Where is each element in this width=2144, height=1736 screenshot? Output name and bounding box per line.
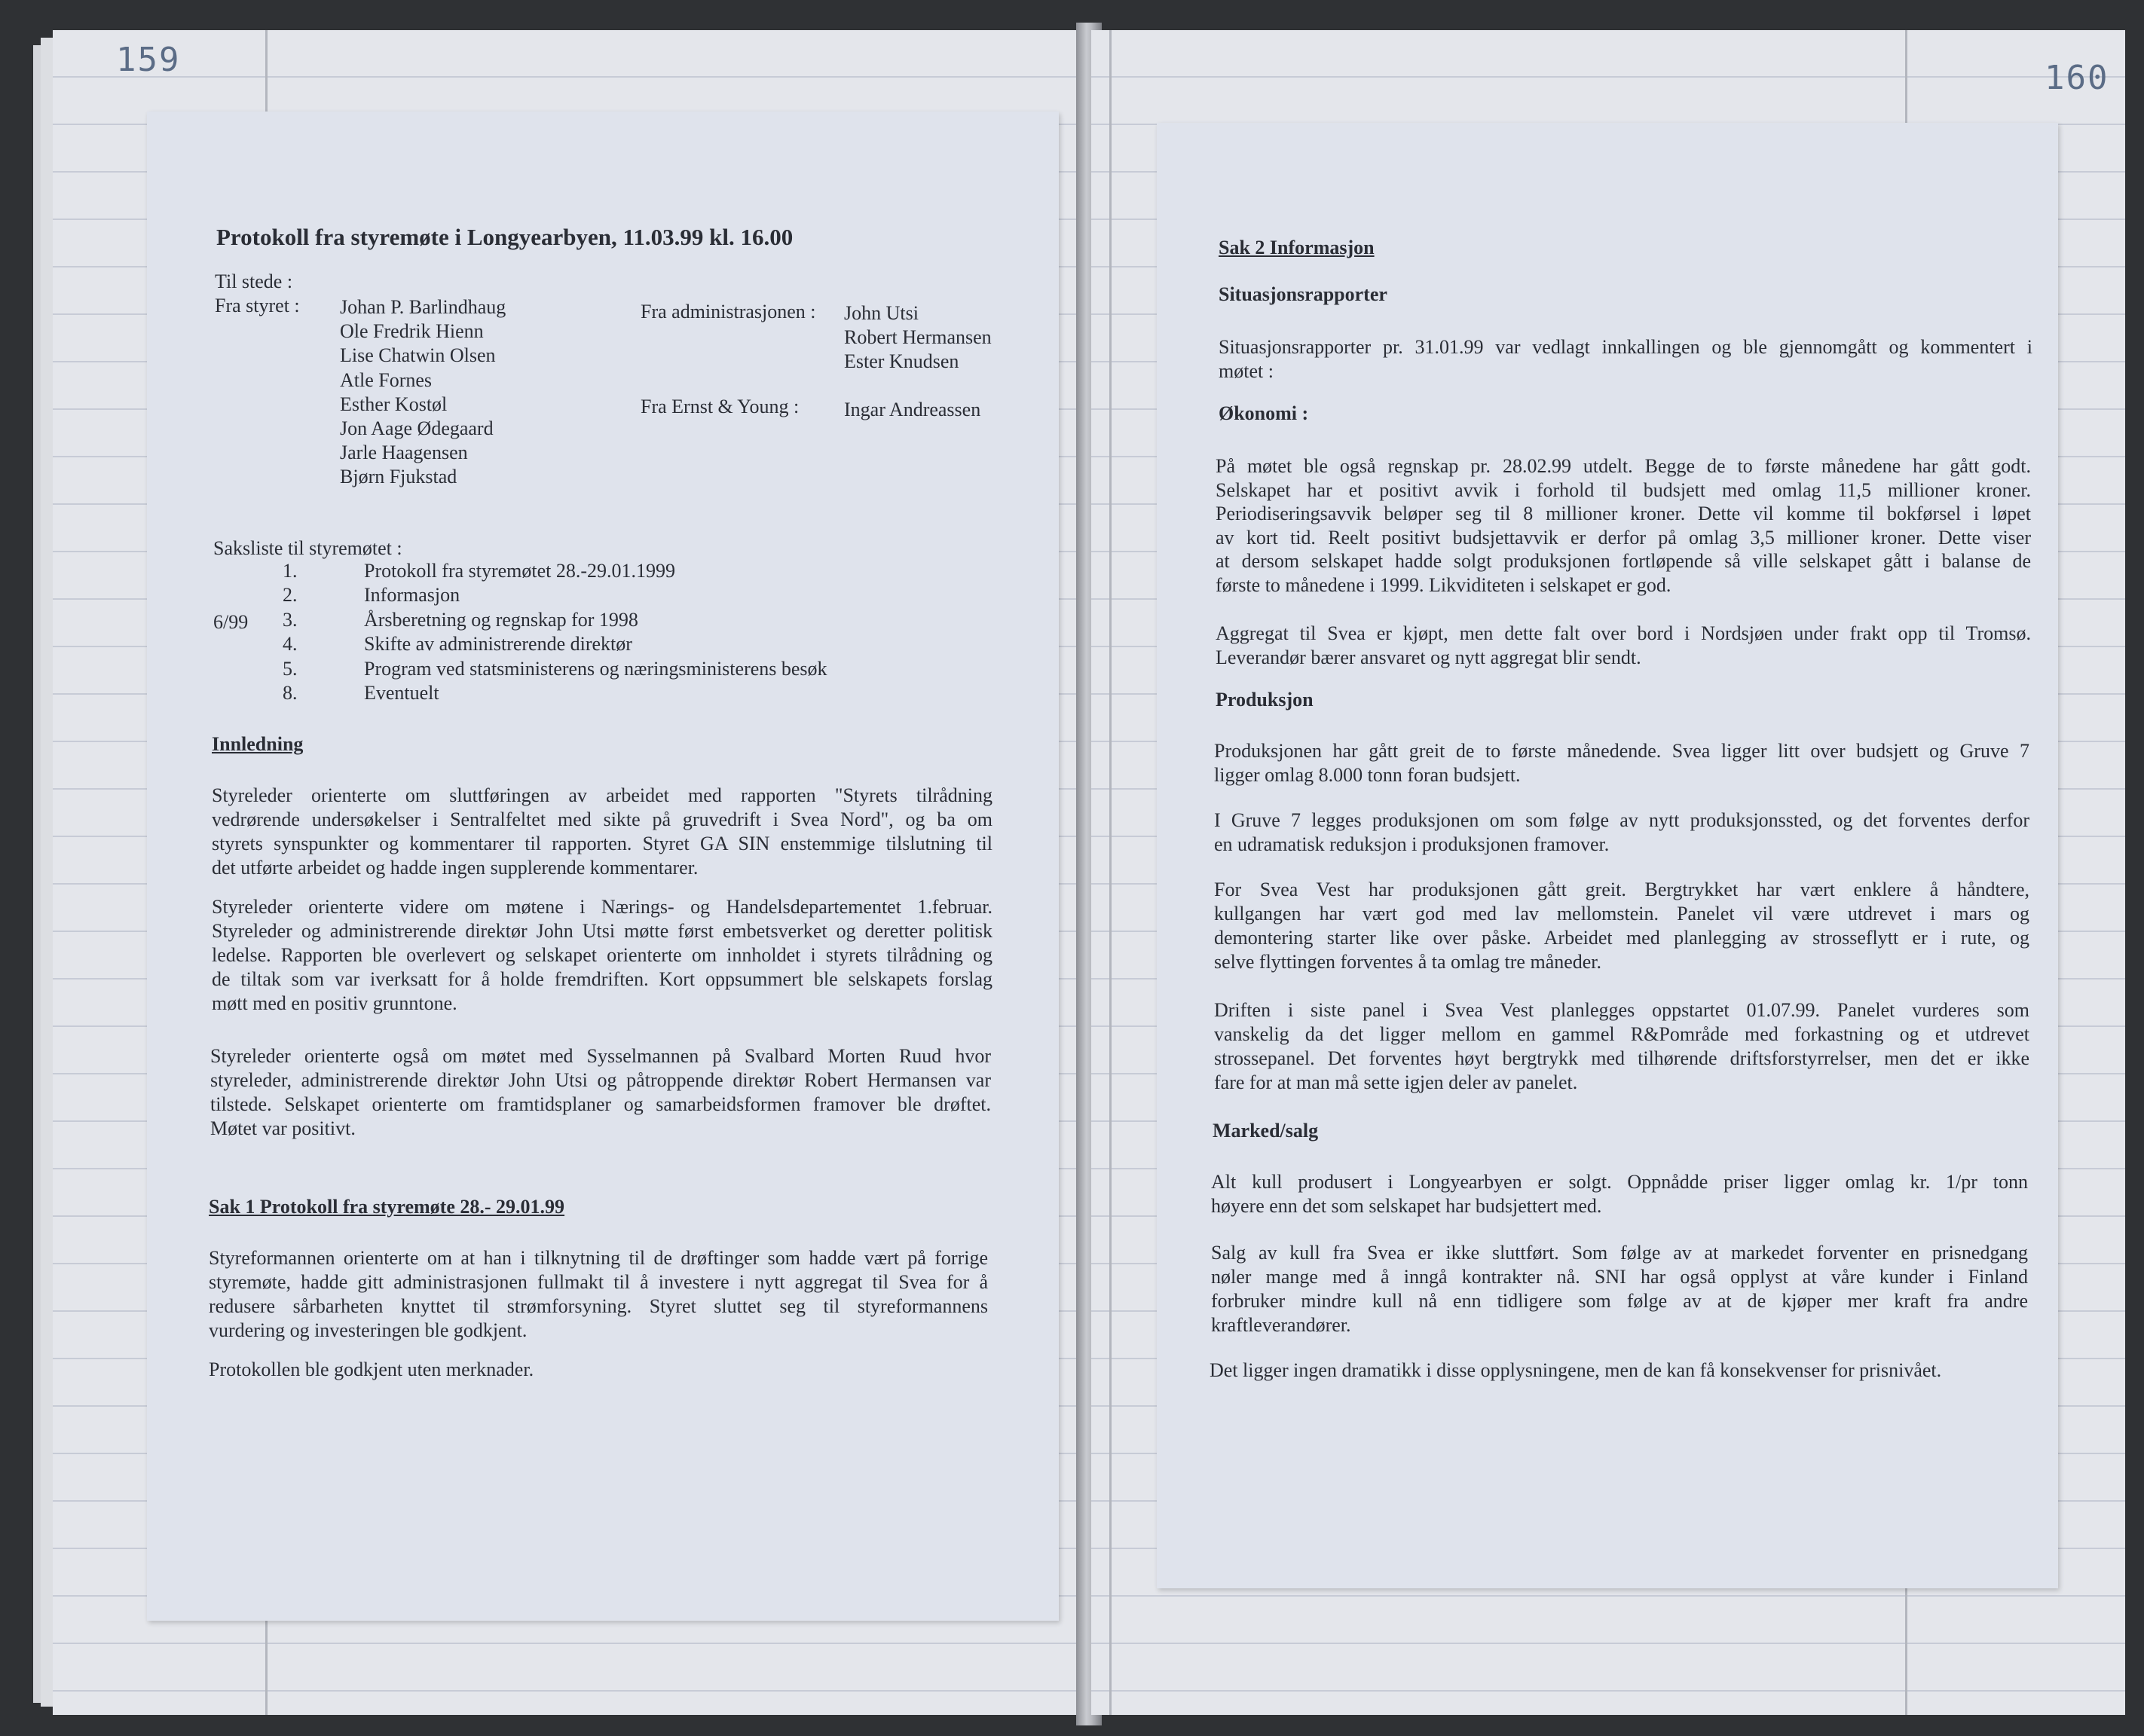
board-member: Esther Kostøl [340, 393, 448, 415]
agenda-item: 3. Årsberetning og regnskap for 1998 [283, 608, 638, 631]
board-member: Bjørn Fjukstad [340, 466, 457, 488]
administration-list [844, 301, 992, 374]
paragraph: Styreformannen orienterte om at han i tilknytning til de drøftinger som hadde vært på forrige styremøte, hadde gitt administrasjonen fullmakt til å investere i nytt aggregat til Svea for å redusere sårbarheten knyttet til strømforsyning. Styret sluttet seg til styreformannens vurdering og investeringen ble godkjent. [209, 1247, 988, 1341]
board-member: Jarle Haagensen [340, 442, 468, 464]
case-reference: 6/99 [213, 611, 249, 633]
board-member: Ole Fredrik Hienn [340, 320, 484, 343]
paragraph: Aggregat til Svea er kjøpt, men dette falt over bord i Nordsjøen under frakt opp til Tromsø. Leverandør bærer ansvaret og nytt aggregat blir sendt. [1216, 622, 2031, 668]
agenda-item: 1. Protokoll fra styremøtet 28.-29.01.1999 [283, 560, 676, 582]
agenda-item: 8. Eventuelt [283, 682, 439, 704]
auditor-member: Ingar Andreassen [844, 399, 981, 420]
paragraph: Salg av kull fra Svea er ikke sluttført. Som følge av at markedet forventer en prisnedgang nøler mange med å inngå kontrakter nå. SNI har også opplyst at våre kunder i Finland forbruker mindre kull nå enn tidligere som følge av at de kjøper mer kraft fra andre kraftleverandører. [1211, 1242, 2028, 1336]
board-member: Jon Aage Ødegaard [340, 417, 494, 440]
board-member: Lise Chatwin Olsen [340, 344, 496, 367]
board-member: Atle Fornes [340, 368, 433, 391]
agenda-item: 5. Program ved statsministerens og næringsministerens besøk [283, 657, 827, 680]
paragraph: Det ligger ingen dramatikk i disse opplysningene, men de kan få konsekvenser for prisnivået. [1210, 1359, 1942, 1381]
section-heading-innledning: Innledning [212, 733, 304, 755]
administration-label: Fra administrasjonen : [641, 301, 816, 322]
attendance-label: Til stede : [215, 270, 293, 292]
paragraph: For Svea Vest har produksjonen gått greit. Bergtrykket har vært enklere å håndtere, kullgangen har vært god med lav mellomstein. Panelet vil være utdrevet i mars og demontering starter like over påske. Arbeidet med planlegging av strosseflytt er i rute, og selve flyttingen forventes å ta omlag tre måneder. [1214, 879, 2029, 973]
administration-member: Ester Knudsen [844, 350, 959, 372]
paragraph: Styreleder orienterte videre om møtene i Nærings- og Handelsdepartementet 1.februar. Styreleder og administrerende direktør John Utsi møtte først embetsverket og deretter politisk ledelse. Rapporten ble overlevert og selskapet orienterte om innholdet i styrets tilrådning og de tiltak som var iverksatt for å holde fremdriften. Kort oppsummert ble selskapets forslag møtt med en positiv grunntone. [212, 896, 992, 1014]
subheading-produksjon: Produksjon [1216, 689, 1314, 711]
section-heading-sak2: Sak 2 Informasjon [1219, 237, 1375, 258]
typed-sheet-left [147, 112, 1059, 1621]
paragraph: Produksjonen har gått greit de to første månedende. Svea ligger litt over budsjett og Gruve 7 ligger omlag 8.000 tonn foran budsjett. [1214, 740, 2029, 786]
board-members-list [340, 295, 506, 490]
subheading-situasjonsrapporter: Situasjonsrapporter [1219, 283, 1387, 305]
paragraph: Driften i siste panel i Svea Vest planlegges oppstartet 01.07.99. Panelet vurderes som vanskelig da det ligger mellom en gammel R&Pområde med forkastning og et utdrevet strossepanel. Det forventes høyt bergtrykk med tilhørende driftsforstyrrelser, men det er ikke fare for at man må sette igjen deler av panelet. [1214, 999, 2029, 1093]
subheading-okonomi: Økonomi : [1219, 402, 1309, 424]
document-title: Protokoll fra styremøte i Longyearbyen, 11.03.99 kl. 16.00 [216, 224, 794, 250]
administration-member: Robert Hermansen [844, 326, 992, 348]
board-member: Johan P. Barlindhaug [340, 296, 506, 318]
auditor-label: Fra Ernst & Young : [641, 396, 800, 417]
agenda-item: 4. Skifte av administrerende direktør [283, 633, 632, 656]
paragraph: Alt kull produsert i Longyearbyen er solgt. Oppnådde priser ligger omlag kr. 1/pr tonn høyere enn det som selskapet har budsjettert med. [1211, 1171, 2028, 1217]
page-number-left: 159 [116, 41, 181, 79]
agenda-list [283, 559, 827, 705]
margin-rule [1109, 30, 1112, 1715]
paragraph: Protokollen ble godkjent uten merknader. [209, 1359, 534, 1380]
paragraph: Styreleder orienterte også om møtet med Sysselmannen på Svalbard Morten Ruud hvor styreleder, administrerende direktør John Utsi og påtroppende direktør Robert Hermansen var tilstede. Selskapet orienterte om framtidsplaner og samarbeidsformen framover ble drøftet. Møtet var positivt. [210, 1045, 991, 1139]
board-label: Fra styret : [215, 295, 300, 316]
agenda-label: Saksliste til styremøtet : [213, 537, 402, 559]
paragraph: Styreleder orienterte om sluttføringen av arbeidet med rapporten "Styrets tilrådning vedrørende undersøkelser i Sentralfeltet med sikte på gruvedrift i Svea Nord", og ba om styrets synspunkter og kommentarer til rapporten. Styret GA SIN enstemmige tilslutning til det utførte arbeidet og hadde ingen supplerende kommentarer. [212, 784, 992, 879]
paragraph: Situasjonsrapporter pr. 31.01.99 var vedlagt innkallingen og ble gjennomgått og kommentert i møtet : [1219, 336, 2032, 382]
section-heading-sak1: Sak 1 Protokoll fra styremøte 28.- 29.01.99 [209, 1196, 565, 1218]
typed-sheet-right [1157, 123, 2058, 1588]
paragraph: I Gruve 7 legges produksjonen om som følge av nytt produksjonssted, og det forventes derfor en udramatisk reduksjon i produksjonen framover. [1214, 809, 2029, 855]
agenda-item: 2. Informasjon [283, 584, 460, 607]
subheading-marked-salg: Marked/salg [1213, 1120, 1319, 1142]
paragraph: På møtet ble også regnskap pr. 28.02.99 utdelt. Begge de to første månedene har gått godt. Selskapet har et positivt avvik i forhold til budsjett med omlag 11,5 millioner kroner. Periodiseringsavvik beløper seg til 8 millioner kroner. Dette vil komme til bokførsel i løpet av kort tid. Reelt positivt budsjettavvik er derfor på omlag 3,5 millioner kroner. Dette viser at dersom selskapet hadde solgt produksjonen fortløpende så ville selskapet gått i balanse de første to månedene i 1999. Likviditeten i selskapet er god. [1216, 455, 2031, 596]
page-number-right: 160 [2045, 59, 2109, 97]
administration-member: John Utsi [844, 302, 919, 324]
